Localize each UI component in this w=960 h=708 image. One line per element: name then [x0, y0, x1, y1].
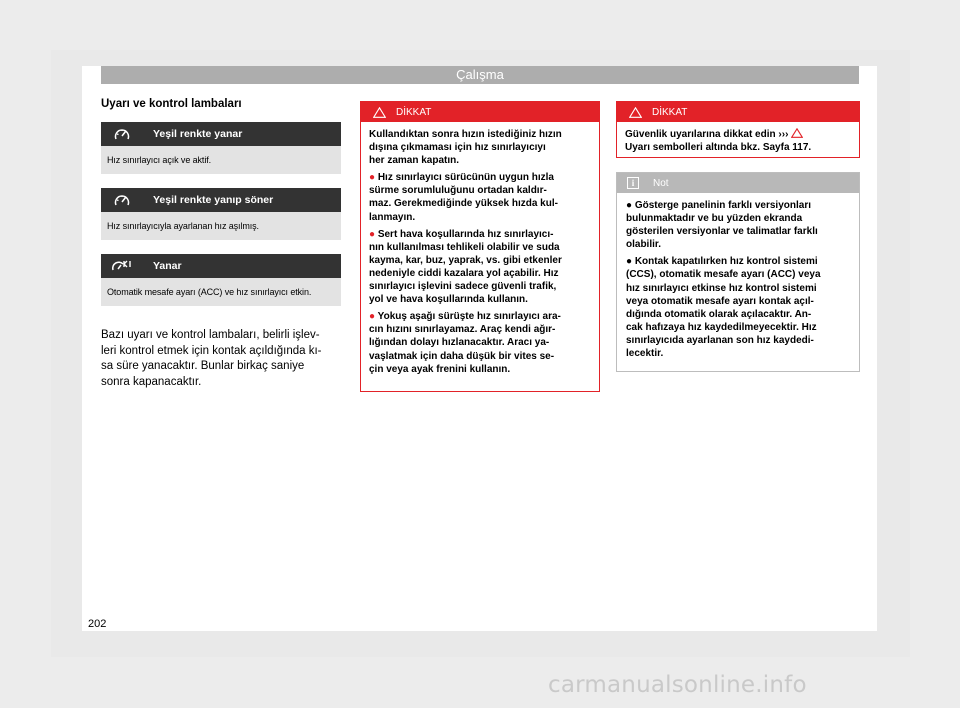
bullet-icon: ● [369, 228, 376, 240]
watermark: carmanualsonline.info [548, 672, 807, 698]
text-line: Gösterge panelinin farklı versiyonları [634, 200, 811, 211]
text-line: cın hızını sınırlayamaz. Araç kendi ağır- [369, 324, 556, 336]
warning-title: DİKKAT [652, 106, 688, 118]
text-line: sınırlayıcıda ayarlanan son hız kaydedi- [626, 334, 814, 346]
text-line: Yokuş aşağı sürüşte hız sınırlayıcı ara- [377, 311, 561, 323]
text-line: cak hafızaya hız kaydedilmeyecektir. Hız [626, 321, 817, 333]
lamp-row [101, 188, 341, 212]
text-line: (CCS), otomatik mesafe ayarı (ACC) veya [626, 269, 821, 281]
cross-reference-arrows[interactable]: ››› [778, 129, 789, 140]
text-line: Kontak kapatılırken hız kontrol sistemi [634, 256, 818, 268]
text-line: olabilir. [626, 239, 662, 251]
text-line: dığında otomatik olarak açılacaktır. An- [626, 308, 812, 320]
lamp-label: Yanar [153, 260, 182, 272]
body-line: leri kontrol etmek için kontak açıldığında kı- [101, 344, 322, 357]
bullet-icon: ● [369, 311, 376, 323]
text-line: veya otomatik mesafe ayarı kontak açıl- [626, 295, 814, 307]
text-line: Hız sınırlayıcı sürücünün uygun hızla [377, 172, 554, 184]
text-line: kayma, kar, buz, yaprak, vs. gibi etkenler [369, 254, 562, 266]
warning-bullet [369, 228, 592, 307]
info-icon: i [627, 177, 639, 189]
text-line: sınırlayıcı işlevini sadece güvenli trafik, [369, 281, 557, 293]
chapter-header: Çalışma [101, 66, 859, 84]
note-bullet [626, 255, 852, 360]
warning-box-reference [616, 101, 860, 158]
note-header [617, 173, 859, 193]
warning-header [361, 102, 599, 122]
text-line: her zaman kapatın. [369, 155, 460, 167]
section-title: Uyarı ve kontrol lambaları [101, 98, 242, 110]
lamp-row [101, 254, 341, 278]
body-line: Bazı uyarı ve kontrol lambaları, belirli işlev- [101, 329, 320, 341]
bullet-icon: ● [369, 172, 376, 184]
text-line: vaşlatmak için daha düşük bir vites se- [369, 350, 555, 362]
lamp-label: Yeşil renkte yanar [153, 128, 243, 140]
warning-title: DİKKAT [396, 106, 432, 118]
note-title: Not [653, 177, 669, 189]
warning-body [617, 122, 859, 154]
warning-intro [369, 128, 592, 167]
text-line: lecektir. [626, 348, 664, 360]
warning-triangle-icon [629, 107, 642, 118]
text-line: bulunmaktadır ve bu yüzden ekranda [626, 213, 803, 225]
text-line: lığından dolayı hızlanacaktır. Aracı ya- [369, 337, 550, 349]
body-paragraph [101, 328, 341, 390]
body-line: sa süre yanacaktır. Bunlar birkaç saniye [101, 360, 305, 372]
warning-triangle-icon [791, 128, 803, 138]
text-line: yol ve hava koşullarında kullanın. [369, 294, 528, 306]
warning-triangle-icon [373, 107, 386, 118]
speedometer-icon [101, 122, 143, 146]
text-line: maz. Gerekmediğinde yüksek hızda kul- [369, 198, 558, 210]
warning-body [361, 122, 599, 376]
bullet-icon: ● [626, 200, 633, 211]
lamp-description: Otomatik mesafe ayarı (ACC) ve hız sınırlayıcı etkin. [101, 278, 341, 306]
lamp-row [101, 122, 341, 146]
acc-icon [101, 254, 143, 278]
text-line: gösterilen versiyonlar ve talimatlar farklı [626, 226, 818, 238]
warning-bullet [369, 171, 592, 223]
warning-header [617, 102, 859, 122]
page-reference[interactable]: Uyarı sembolleri altında bkz. Sayfa 117. [625, 142, 812, 154]
page-number: 202 [88, 618, 107, 630]
text-line: Kullandıktan sonra hızın istediğiniz hızın [369, 129, 562, 140]
column-left [101, 98, 341, 390]
text-line: lanmayın. [369, 211, 416, 223]
lamp-description: Hız sınırlayıcı açık ve aktif. [101, 146, 341, 174]
text-line: çin veya ayak frenini kullanın. [369, 363, 511, 375]
text-line: hız sınırlayıcı etkinse hız kontrol sistemi [626, 282, 817, 294]
warning-bullet [369, 310, 592, 375]
warning-line: Güvenlik uyarılarına dikkat edin [625, 129, 776, 140]
note-box [616, 172, 860, 372]
text-line: Sert hava koşullarında hız sınırlayıcı- [377, 228, 554, 240]
text-line: nın kullanılması tehlikeli olabilir ve suda [369, 241, 560, 253]
note-body [617, 193, 859, 360]
note-bullet [626, 199, 852, 251]
text-line: nedeniyle ciddi kazalara yol açabilir. Hız [369, 267, 559, 279]
lamp-description: Hız sınırlayıcıyla ayarlanan hız aşılmış. [101, 212, 341, 240]
body-line: sonra kapanacaktır. [101, 375, 202, 388]
text-line: dışına çıkmaması için hız sınırlayıcıyı [369, 142, 546, 154]
speedometer-icon [101, 188, 143, 212]
warning-box [360, 101, 600, 392]
text-line: sürme sorumluluğunu ortadan kaldır- [369, 185, 547, 197]
lamp-label: Yeşil renkte yanıp söner [153, 194, 274, 206]
bullet-icon: ● [626, 256, 633, 268]
